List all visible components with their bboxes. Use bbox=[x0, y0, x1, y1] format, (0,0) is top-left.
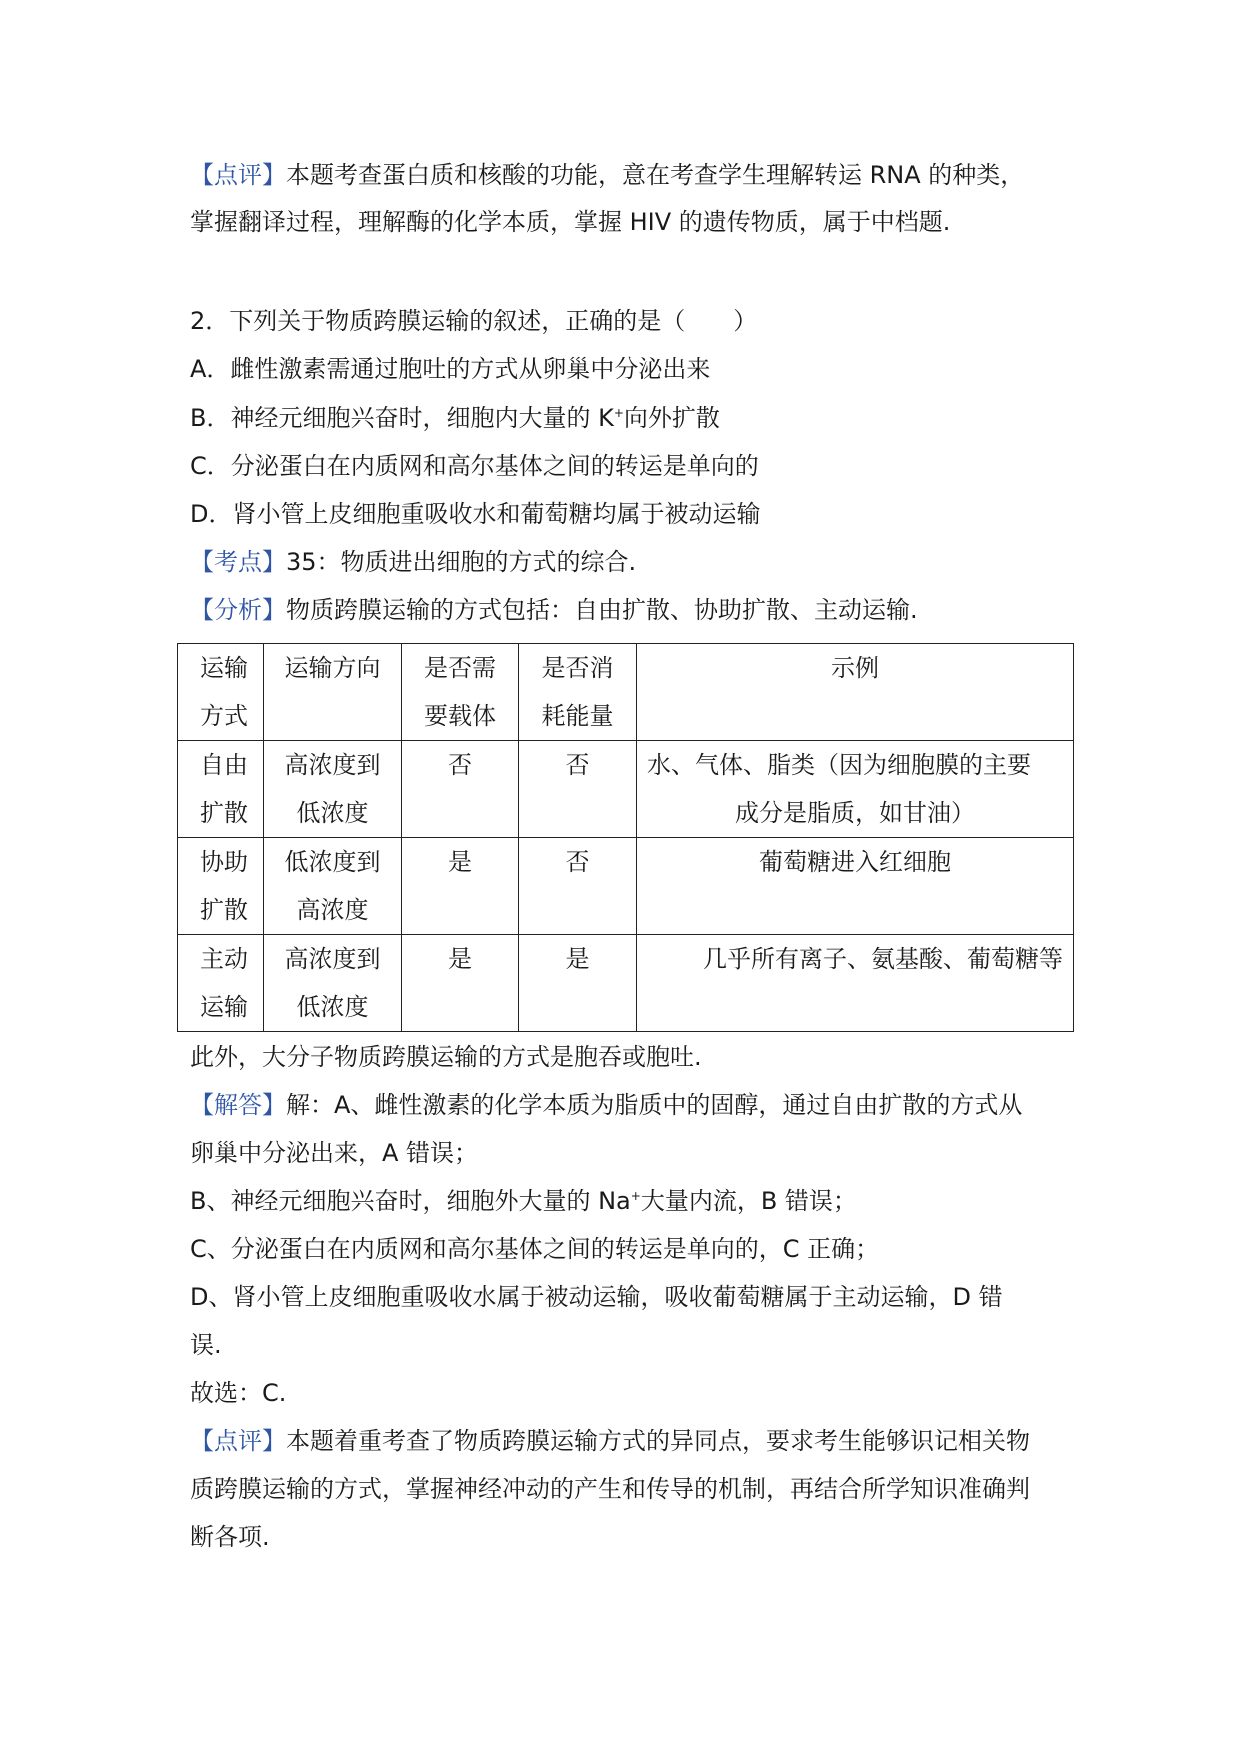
cell-example: 水、气体、脂类（因为细胞膜的主要 成分是脂质，如甘油） bbox=[637, 741, 1074, 838]
option-d-text: 肾小管上皮细胞重吸收水和葡萄糖均属于被动运输 bbox=[232, 500, 761, 528]
table-row bbox=[178, 838, 1074, 935]
answer-b-superscript: + bbox=[630, 1189, 641, 1203]
comment2-tag: 【点评】 bbox=[190, 1427, 286, 1455]
cell-mode: 自由 扩散 bbox=[178, 741, 264, 838]
fenxi-text: 物质跨膜运输的方式包括：自由扩散、协助扩散、主动运输. bbox=[286, 596, 918, 624]
kaodian-text: 35：物质进出细胞的方式的综合. bbox=[286, 548, 637, 576]
answer-b-after: 大量内流，B 错误； bbox=[640, 1187, 857, 1215]
cell-energy: 是 bbox=[519, 935, 637, 1032]
header-energy: 是否消 耗能量 bbox=[519, 644, 637, 741]
transport-table bbox=[177, 643, 1074, 1032]
option-d bbox=[190, 499, 1070, 529]
option-a-label: A． bbox=[190, 355, 231, 383]
option-c-text: 分泌蛋白在内质网和高尔基体之间的转运是单向的 bbox=[230, 452, 759, 480]
fenxi-tag: 【分析】 bbox=[190, 596, 286, 624]
table-row bbox=[178, 935, 1074, 1032]
answer-text-1: 解：A、雌性激素的化学本质为脂质中的固醇，通过自由扩散的方式从 bbox=[286, 1091, 1023, 1119]
option-b bbox=[190, 403, 1070, 433]
header-mode: 运输 方式 bbox=[178, 644, 264, 741]
comment-tag: 【点评】 bbox=[190, 161, 286, 189]
cell-direction: 高浓度到 低浓度 bbox=[264, 935, 402, 1032]
option-b-superscript: + bbox=[613, 406, 624, 420]
comment1-line-1 bbox=[190, 160, 1070, 190]
comment2-text-1: 本题着重考查了物质跨膜运输方式的异同点，要求考生能够识记相关物 bbox=[286, 1427, 1030, 1455]
header-direction: 运输方向 bbox=[264, 644, 402, 741]
option-b-text-before: 神经元细胞兴奋时，细胞内大量的 K bbox=[230, 404, 614, 432]
comment2-line-3: 断各项. bbox=[190, 1523, 270, 1551]
extra-note: 此外，大分子物质跨膜运输的方式是胞吞或胞吐. bbox=[190, 1043, 702, 1071]
answer-b-before: B、神经元细胞兴奋时，细胞外大量的 Na bbox=[190, 1187, 631, 1215]
cell-mode: 协助 扩散 bbox=[178, 838, 264, 935]
kaodian-line bbox=[190, 547, 1070, 577]
table-header-row bbox=[178, 644, 1074, 741]
comment1-line-2: 掌握翻译过程，理解酶的化学本质，掌握 HIV 的遗传物质，属于中档题. bbox=[190, 208, 951, 236]
option-a bbox=[190, 354, 1070, 384]
option-c-label: C． bbox=[190, 452, 231, 480]
question-stem: 2．下列关于物质跨膜运输的叙述，正确的是（ ） bbox=[190, 307, 758, 335]
option-c bbox=[190, 451, 1070, 481]
cell-energy: 否 bbox=[519, 838, 637, 935]
cell-carrier: 是 bbox=[402, 838, 519, 935]
comment2-line-1 bbox=[190, 1426, 1070, 1456]
cell-example: 葡萄糖进入红细胞 bbox=[637, 838, 1074, 935]
cell-carrier: 是 bbox=[402, 935, 519, 1032]
answer-line-1 bbox=[190, 1090, 1070, 1120]
cell-energy: 否 bbox=[519, 741, 637, 838]
answer-line-d2: 误. bbox=[190, 1331, 222, 1359]
table-row bbox=[178, 741, 1074, 838]
kaodian-tag: 【考点】 bbox=[190, 548, 286, 576]
fenxi-line bbox=[190, 595, 1070, 625]
option-d-label: D． bbox=[190, 500, 233, 528]
cell-carrier: 否 bbox=[402, 741, 519, 838]
answer-line-d1: D、肾小管上皮细胞重吸收水属于被动运输，吸收葡萄糖属于主动运输，D 错 bbox=[190, 1283, 1003, 1311]
option-b-text-after: 向外扩散 bbox=[623, 404, 720, 432]
cell-mode: 主动 运输 bbox=[178, 935, 264, 1032]
cell-direction: 高浓度到 低浓度 bbox=[264, 741, 402, 838]
answer-choice: 故选：C. bbox=[190, 1379, 287, 1407]
answer-line-b bbox=[190, 1186, 1070, 1216]
cell-example: 几乎所有离子、氨基酸、葡萄糖等 bbox=[637, 935, 1074, 1032]
answer-line-c: C、分泌蛋白在内质网和高尔基体之间的转运是单向的，C 正确； bbox=[190, 1235, 880, 1263]
answer-tag: 【解答】 bbox=[190, 1091, 286, 1119]
answer-line-2: 卵巢中分泌出来，A 错误； bbox=[190, 1139, 479, 1167]
option-a-text: 雌性激素需通过胞吐的方式从卵巢中分泌出来 bbox=[230, 355, 711, 383]
comment2-line-2: 质跨膜运输的方式，掌握神经冲动的产生和传导的机制，再结合所学知识准确判 bbox=[190, 1475, 1030, 1503]
cell-direction: 低浓度到 高浓度 bbox=[264, 838, 402, 935]
comment1-text-1: 本题考查蛋白质和核酸的功能，意在考查学生理解转运 RNA 的种类， bbox=[286, 161, 1025, 189]
header-example: 示例 bbox=[637, 644, 1074, 741]
header-carrier: 是否需 要载体 bbox=[402, 644, 519, 741]
option-b-label: B． bbox=[190, 404, 231, 432]
